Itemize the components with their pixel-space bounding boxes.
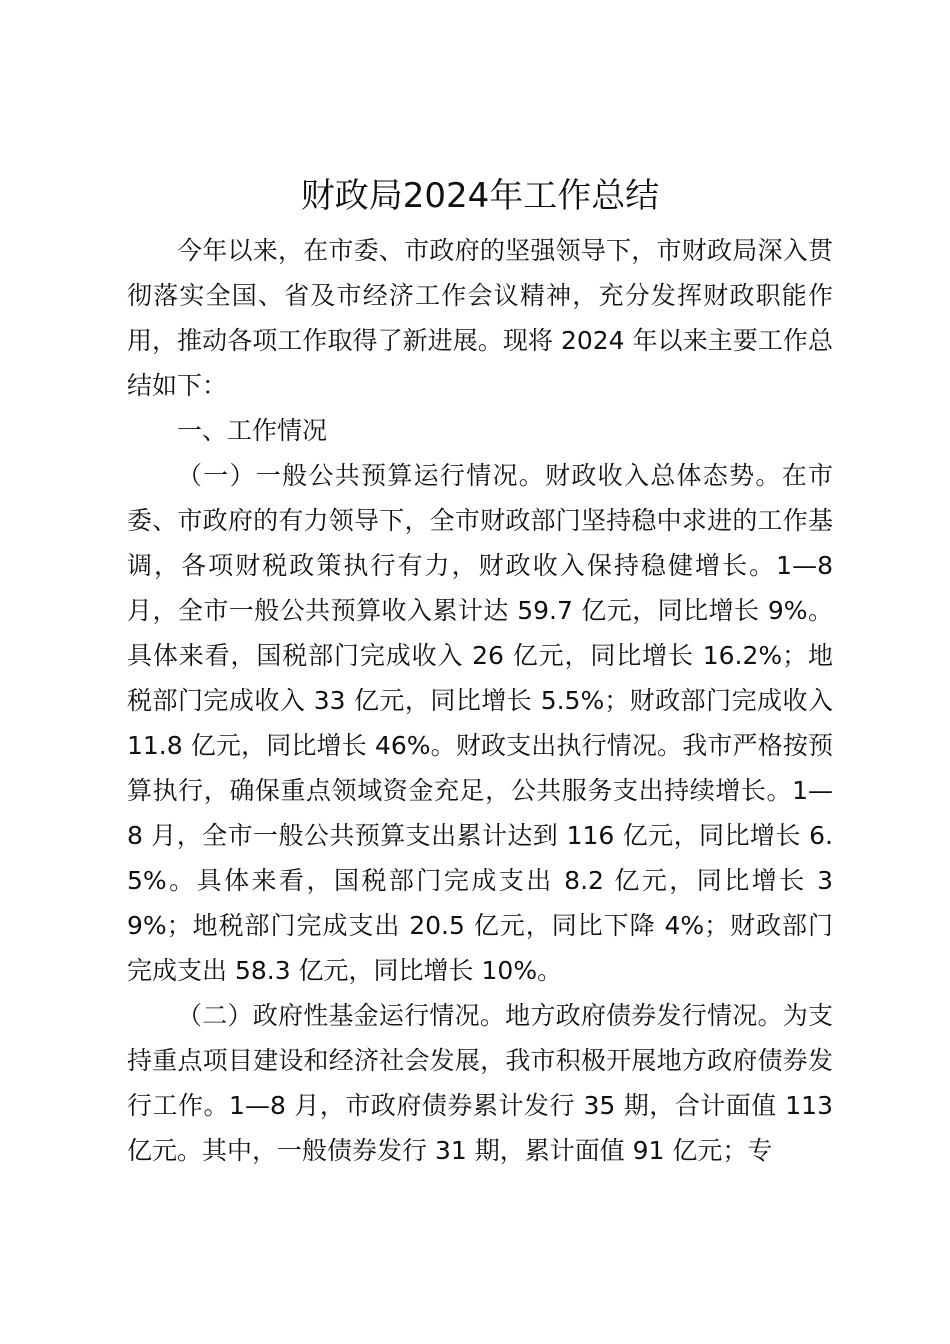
paragraph-general-budget: （一）一般公共预算运行情况。财政收入总体态势。在市委、市政府的有力领导下，全市财政部门坚持稳中求进的工作基调，各项财税政策执行有力，财政收入保持稳健增长。1—8月，全市一般公共预算收入累计达 59.7 亿元，同比增长 9%。具体来看，国税部门完成收入 26 亿元，同比增长 16.2%；地税部门完成收入 33 亿元，同比增长 5.5%；财政部门完成收入 11.8 亿元，同比增长 46%。财政支出执行情况。我市严格按预算执行，确保重点领域资金充足，公共服务支出持续增长。1—8 月，全市一般公共预算支出累计达到 116 亿元，同比增长 6.5%。具体来看，国税部门完成支出 8.2 亿元，同比增长 39%；地税部门完成支出 20.5 亿元，同比下降 4%；财政部门完成支出 58.3 亿元，同比增长 10%。 [127,461,833,985]
document-title: 财政局2024年工作总结 [300,176,660,216]
document-page [127,170,833,1173]
section-heading-work-status: 一、工作情况 [177,416,328,445]
intro-paragraph: 今年以来，在市委、市政府的坚强领导下，市财政局深入贯彻落实全国、省及市经济工作会议精神，充分发挥财政职能作用，推动各项工作取得了新进展。现将 2024 年以来主要工作总结如下： [127,236,833,400]
paragraph-government-fund: （二）政府性基金运行情况。地方政府债券发行情况。为支持重点项目建设和经济社会发展，我市积极开展地方政府债券发行工作。1—8 月，市政府债券累计发行 35 期，合计面值 113 亿元。其中，一般债券发行 31 期，累计面值 91 亿元；专 [127,1001,833,1165]
